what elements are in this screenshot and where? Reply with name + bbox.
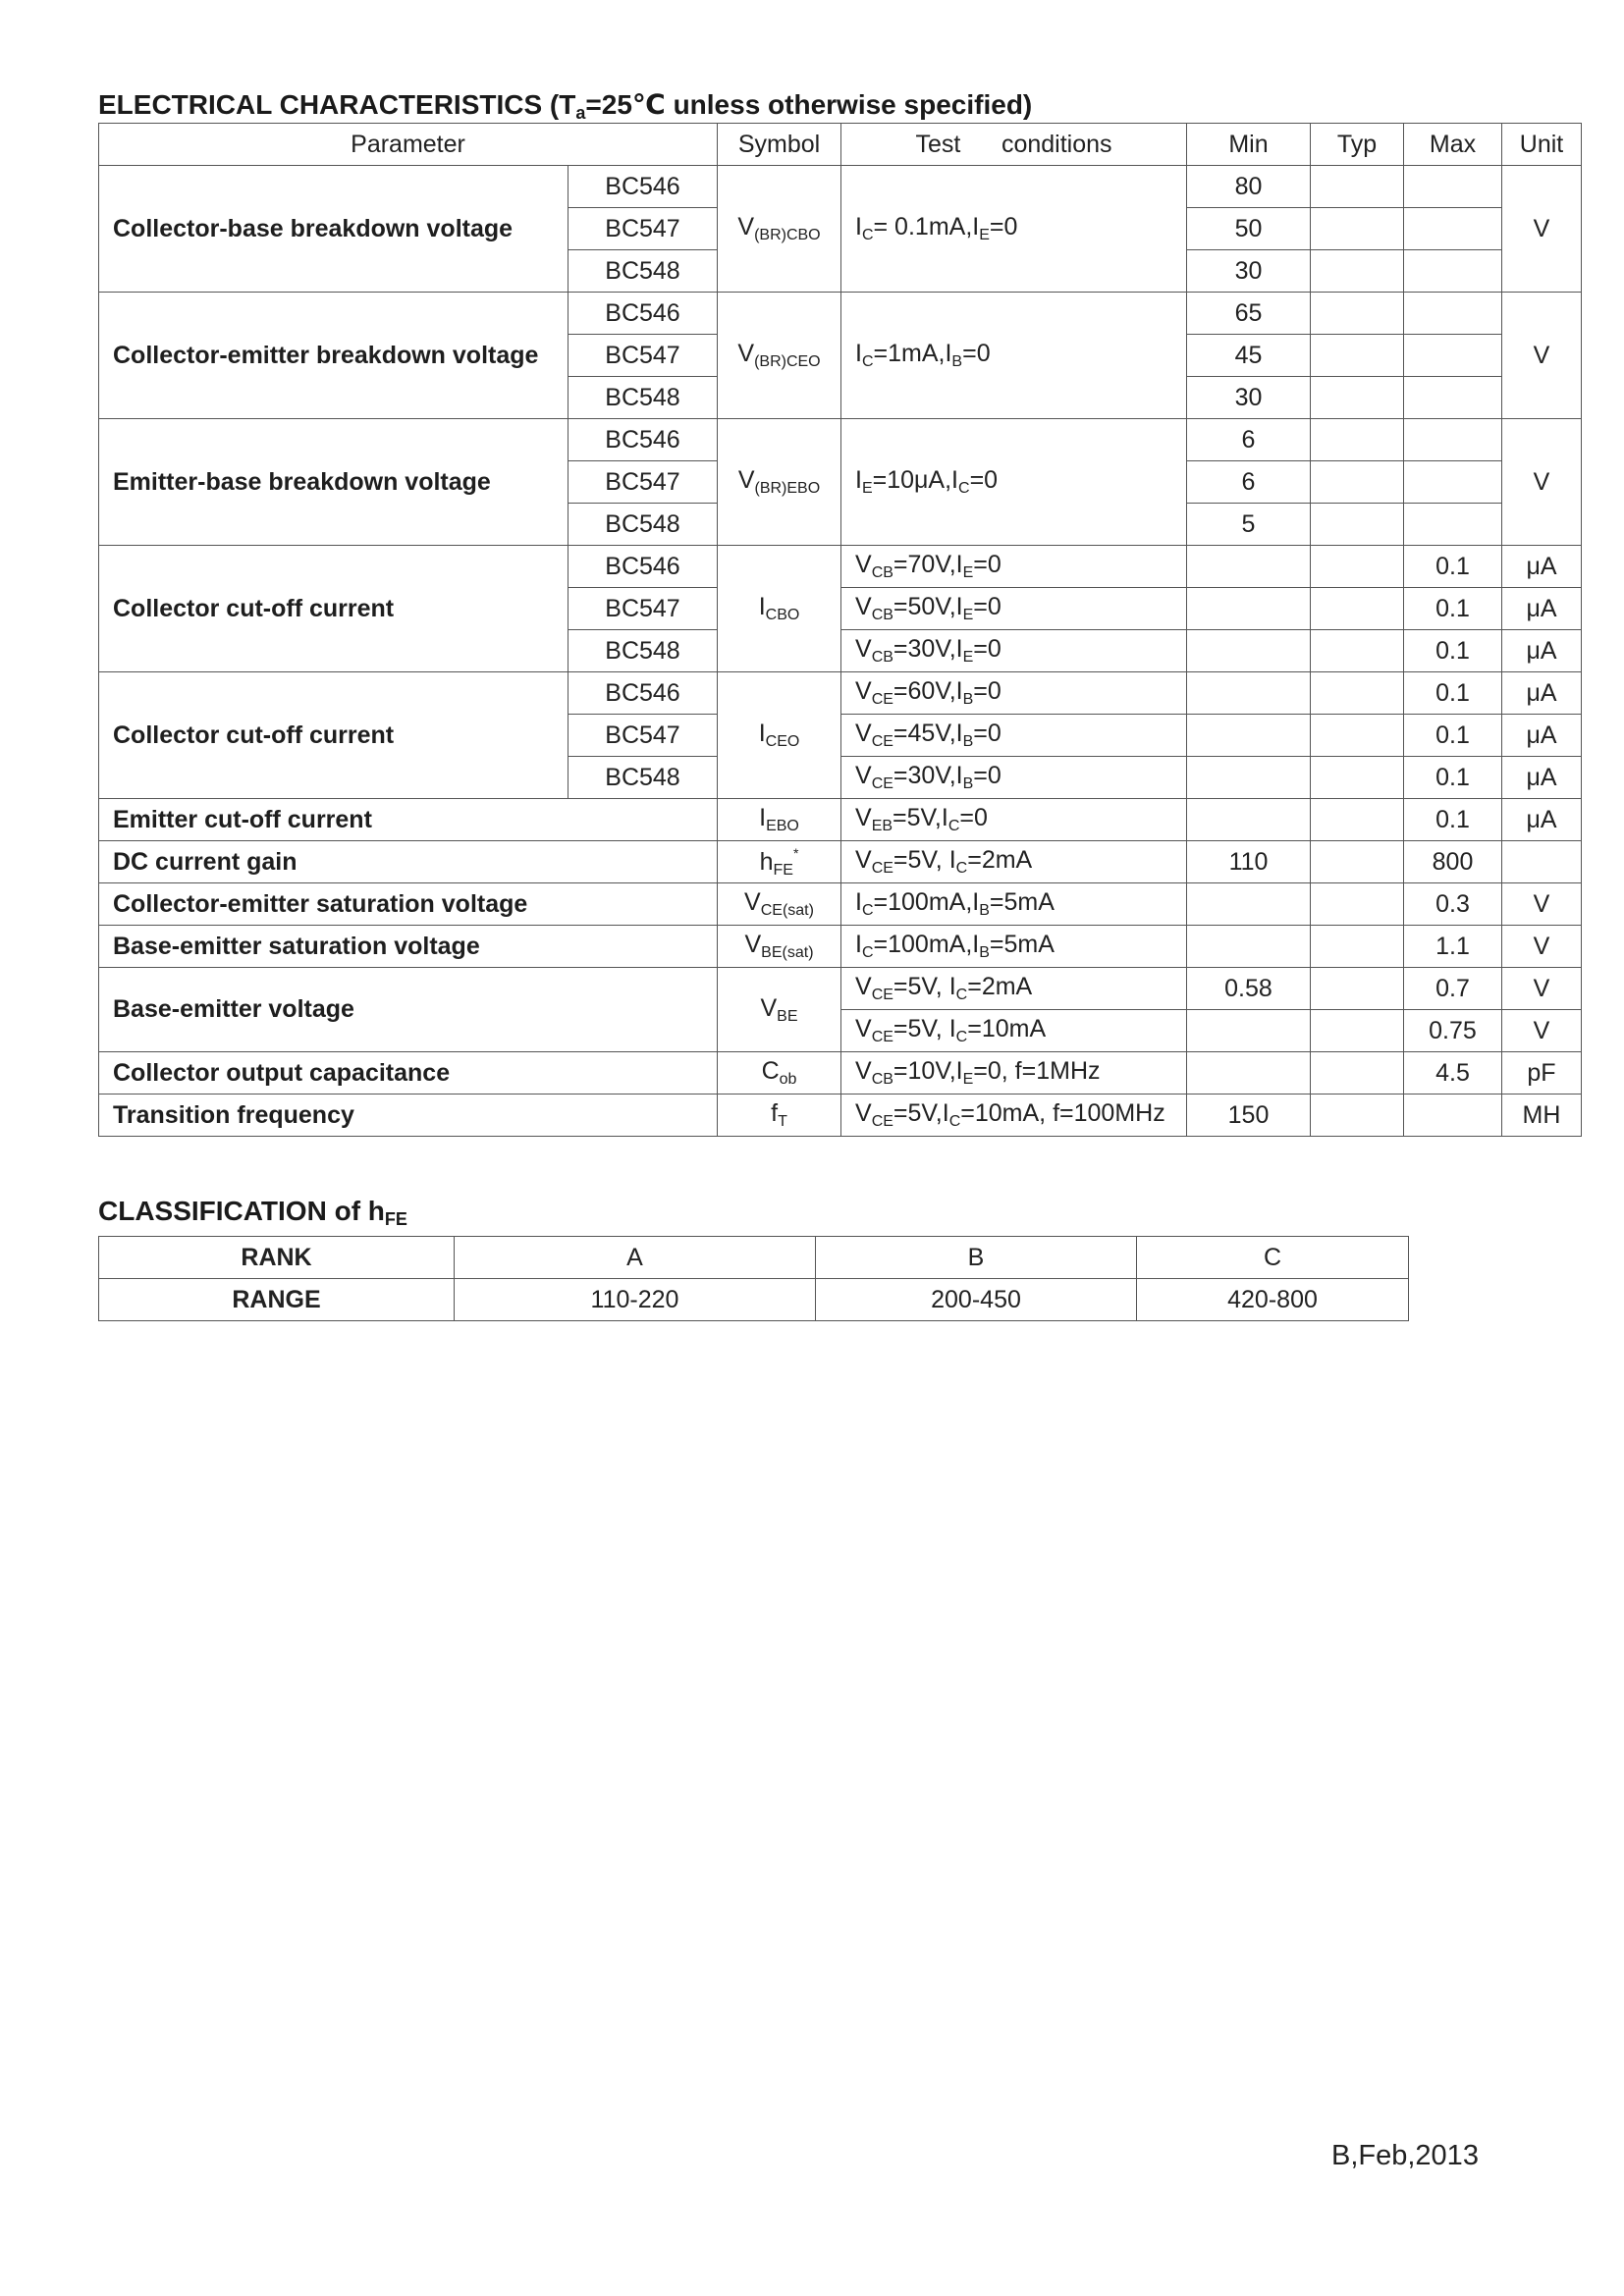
rank-cell: B [816,1237,1137,1279]
max-cell: 0.1 [1404,715,1502,757]
parameter-cell: Collector-base breakdown voltage [99,166,568,293]
max-cell [1404,250,1502,293]
max-cell [1404,208,1502,250]
table-row [99,672,1582,715]
conditions-cell: $V_{CE}=45V,I_B=0$ [841,715,1187,757]
parameter-cell: Collector cut-off current [99,546,568,672]
min-cell: 150 [1187,1095,1311,1137]
header-symbol: Symbol [718,124,841,166]
conditions-cell: $V_{CE}=60V,I_B=0$ [841,672,1187,715]
device-cell: BC547 [568,715,718,757]
min-cell [1187,926,1311,968]
parameter-cell: Emitter-base breakdown voltage [99,419,568,546]
min-cell: 50 [1187,208,1311,250]
device-cell: BC548 [568,630,718,672]
conditions-cell: $I_C=1mA,I_B=0$ [841,293,1187,419]
device-cell: BC546 [568,293,718,335]
unit-cell: pF [1502,1052,1582,1095]
unit-cell: μA [1502,546,1582,588]
max-cell: 4.5 [1404,1052,1502,1095]
device-cell: BC548 [568,504,718,546]
unit-cell: μA [1502,588,1582,630]
range-row [99,1279,1409,1321]
conditions-cell: $V_{CB}=30V,I_E=0$ [841,630,1187,672]
min-cell: 6 [1187,419,1311,461]
max-cell: 1.1 [1404,926,1502,968]
min-cell: 80 [1187,166,1311,208]
table-row [99,968,1582,1010]
electrical-characteristics-table [98,123,1582,1137]
typ-cell [1311,1052,1404,1095]
min-cell: 0.58 [1187,968,1311,1010]
symbol-cell: $V_{(BR)EBO}$ [718,419,841,546]
min-cell: 30 [1187,250,1311,293]
max-cell: 0.1 [1404,799,1502,841]
unit-cell: μA [1502,672,1582,715]
symbol-cell: $V_{(BR)CBO}$ [718,166,841,293]
symbol-cell: $I_{CBO}$ [718,546,841,672]
table-row [99,293,1582,335]
typ-cell [1311,166,1404,208]
classification-table [98,1236,1409,1321]
typ-cell [1311,630,1404,672]
typ-cell [1311,377,1404,419]
parameter-cell: Collector-emitter saturation voltage [99,883,718,926]
table-row [99,799,1582,841]
header-min: Min [1187,124,1311,166]
max-cell [1404,504,1502,546]
device-cell: BC547 [568,335,718,377]
max-cell [1404,293,1502,335]
max-cell: 0.1 [1404,630,1502,672]
min-cell: 45 [1187,335,1311,377]
typ-cell [1311,504,1404,546]
table-header-row [99,124,1582,166]
parameter-cell: DC current gain [99,841,718,883]
typ-cell [1311,715,1404,757]
parameter-cell: Base-emitter saturation voltage [99,926,718,968]
table-row [99,166,1582,208]
min-cell [1187,1010,1311,1052]
min-cell: 5 [1187,504,1311,546]
typ-cell [1311,926,1404,968]
device-cell: BC548 [568,377,718,419]
symbol-cell: $h_{FE}^*$ [718,841,841,883]
header-typ: Typ [1311,124,1404,166]
parameter-cell: Collector cut-off current [99,672,568,799]
max-cell: 800 [1404,841,1502,883]
conditions-cell: $V_{CE}=5V$, $I_C=2mA$ [841,841,1187,883]
min-cell: 30 [1187,377,1311,419]
max-cell: 0.1 [1404,672,1502,715]
unit-cell: V [1502,926,1582,968]
max-cell: 0.1 [1404,546,1502,588]
typ-cell [1311,461,1404,504]
conditions-cell: $V_{CB}=10V,I_E=0$, f=1MHz [841,1052,1187,1095]
min-cell [1187,799,1311,841]
typ-cell [1311,250,1404,293]
conditions-cell: $I_C= 0.1mA,I_E=0$ [841,166,1187,293]
min-cell [1187,546,1311,588]
max-cell: 0.1 [1404,588,1502,630]
range-label: RANGE [99,1279,455,1321]
unit-cell: V [1502,968,1582,1010]
symbol-cell: $f_T$ [718,1095,841,1137]
device-cell: BC546 [568,419,718,461]
typ-cell [1311,588,1404,630]
conditions-cell: $V_{CB}=50V,I_E=0$ [841,588,1187,630]
range-cell: 200-450 [816,1279,1137,1321]
typ-cell [1311,419,1404,461]
symbol-cell: $C_{ob}$ [718,1052,841,1095]
unit-cell: V [1502,883,1582,926]
header-conditions: Test conditions [841,124,1187,166]
min-cell [1187,715,1311,757]
conditions-cell: $V_{CE}=5V,I_C=10mA$, f=100MHz [841,1095,1187,1137]
device-cell: BC546 [568,672,718,715]
typ-cell [1311,799,1404,841]
classification-title: CLASSIFICATION of $h_{FE}$ [98,1196,407,1229]
typ-cell [1311,335,1404,377]
symbol-cell: $V_{BE(sat)}$ [718,926,841,968]
header-parameter: Parameter [99,124,718,166]
device-cell: BC546 [568,546,718,588]
min-cell: 6 [1187,461,1311,504]
min-cell: 65 [1187,293,1311,335]
typ-cell [1311,968,1404,1010]
device-cell: BC547 [568,461,718,504]
device-cell: BC546 [568,166,718,208]
typ-cell [1311,883,1404,926]
parameter-cell: Transition frequency [99,1095,718,1137]
parameter-cell: Emitter cut-off current [99,799,718,841]
unit-cell: μA [1502,630,1582,672]
min-cell [1187,757,1311,799]
header-unit: Unit [1502,124,1582,166]
conditions-cell: $I_E=10\mu A,I_C=0$ [841,419,1187,546]
device-cell: BC548 [568,250,718,293]
min-cell [1187,630,1311,672]
unit-cell: V [1502,1010,1582,1052]
parameter-cell: Collector-emitter breakdown voltage [99,293,568,419]
range-cell: 110-220 [455,1279,816,1321]
max-cell: 0.1 [1404,757,1502,799]
max-cell [1404,461,1502,504]
conditions-cell: $I_C=100mA,I_B=5mA$ [841,926,1187,968]
unit-cell: μA [1502,799,1582,841]
symbol-cell: $V_{CE(sat)}$ [718,883,841,926]
min-cell [1187,672,1311,715]
table-row [99,841,1582,883]
revision-date-footer: B,Feb,2013 [1331,2140,1479,2171]
range-cell: 420-800 [1137,1279,1409,1321]
conditions-cell: $V_{EB}=5V,I_C=0$ [841,799,1187,841]
conditions-cell: $V_{CE}=5V$, $I_C=2mA$ [841,968,1187,1010]
typ-cell [1311,208,1404,250]
device-cell: BC548 [568,757,718,799]
device-cell: BC547 [568,208,718,250]
electrical-characteristics-title: ELECTRICAL CHARACTERISTICS ($T_a=25℃$ unless otherwise specified) [98,89,1033,123]
max-cell [1404,419,1502,461]
table-row [99,1095,1582,1137]
unit-cell: μA [1502,757,1582,799]
max-cell [1404,377,1502,419]
table-row [99,546,1582,588]
conditions-cell: $V_{CE}=30V,I_B=0$ [841,757,1187,799]
min-cell [1187,883,1311,926]
typ-cell [1311,841,1404,883]
unit-cell [1502,841,1582,883]
typ-cell [1311,757,1404,799]
max-cell: 0.7 [1404,968,1502,1010]
min-cell [1187,1052,1311,1095]
table-row [99,1052,1582,1095]
typ-cell [1311,546,1404,588]
conditions-cell: $V_{CB}=70V,I_E=0$ [841,546,1187,588]
conditions-cell: $V_{CE}=5V$, $I_C=10mA$ [841,1010,1187,1052]
table-row [99,883,1582,926]
max-cell [1404,166,1502,208]
conditions-cell: $I_C=100mA,I_B=5mA$ [841,883,1187,926]
min-cell: 110 [1187,841,1311,883]
typ-cell [1311,1010,1404,1052]
typ-cell [1311,672,1404,715]
rank-row [99,1237,1409,1279]
unit-cell: V [1502,166,1582,293]
max-cell [1404,335,1502,377]
unit-cell: μA [1502,715,1582,757]
unit-cell: MH [1502,1095,1582,1137]
symbol-cell: $V_{BE}$ [718,968,841,1052]
parameter-cell: Collector output capacitance [99,1052,718,1095]
parameter-cell: Base-emitter voltage [99,968,718,1052]
max-cell [1404,1095,1502,1137]
symbol-cell: $I_{CEO}$ [718,672,841,799]
device-cell: BC547 [568,588,718,630]
symbol-cell: $V_{(BR)CEO}$ [718,293,841,419]
min-cell [1187,588,1311,630]
typ-cell [1311,293,1404,335]
unit-cell: V [1502,293,1582,419]
symbol-cell: $I_{EBO}$ [718,799,841,841]
table-row [99,419,1582,461]
rank-label: RANK [99,1237,455,1279]
table-row [99,926,1582,968]
rank-cell: C [1137,1237,1409,1279]
rank-cell: A [455,1237,816,1279]
max-cell: 0.3 [1404,883,1502,926]
header-max: Max [1404,124,1502,166]
typ-cell [1311,1095,1404,1137]
unit-cell: V [1502,419,1582,546]
max-cell: 0.75 [1404,1010,1502,1052]
